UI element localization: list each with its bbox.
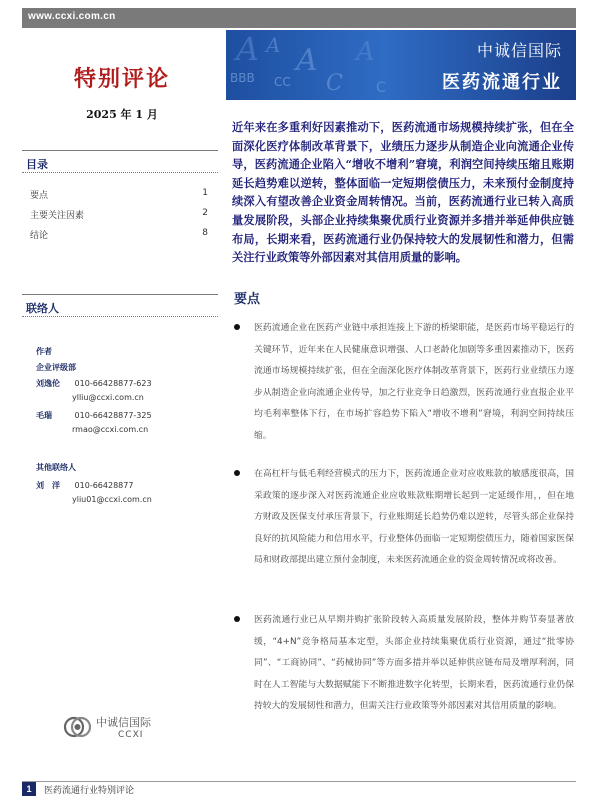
summary-paragraph: 近年来在多重利好因素推动下，医药流通市场规模持续扩张，但在全面深化医疗体制改革背景下，业绩压力逐步从制造企业向流通企业传导，医药流通企业陷入“增收不增利”窘境，利润空间持续压缩且账期延长趋势难以逆转，整体面临一定短期偿债压力，未来预付金制度持续深入有望改善企业资金周转情况。当前，医药流通行业已转入高质量发展阶段，头部企业持续集聚优质行业资源并多措并举延伸供应链布局，长期来看，医药流通行业仍保持较大的发展韧性和潜力，但需关注行业政策等外部因素对其信用质量的影响。 bbox=[232, 120, 574, 265]
logo-text-cn: 中诚信国际 bbox=[96, 716, 151, 729]
report-date: 2025 年 1 月 bbox=[86, 108, 158, 121]
toc-item-page: 8 bbox=[202, 228, 208, 238]
svg-text:CC: CC bbox=[274, 75, 291, 89]
svg-text:A: A bbox=[296, 43, 318, 78]
contact-phone: 010-66428877-623 bbox=[74, 379, 152, 388]
company-name: 中诚信国际 bbox=[476, 41, 562, 60]
toc-heading: 目录 bbox=[26, 158, 48, 171]
toc-item-page: 1 bbox=[202, 188, 208, 198]
divider bbox=[22, 316, 218, 317]
page-number: 1 bbox=[22, 782, 36, 796]
footer-title: 医药流通行业特别评论 bbox=[44, 786, 135, 796]
contact-person bbox=[36, 378, 216, 402]
contact-phone: 010-66428877-325 bbox=[74, 411, 152, 420]
toc-item[interactable] bbox=[30, 228, 208, 241]
svg-text:C: C bbox=[326, 71, 343, 96]
logo-icon bbox=[62, 712, 92, 742]
contact-email[interactable]: yliu01@ccxi.com.cn bbox=[72, 495, 152, 504]
toc-item-page: 2 bbox=[202, 208, 208, 218]
department-label: 企业评级部 bbox=[36, 363, 76, 372]
svg-text:A: A bbox=[356, 37, 375, 67]
svg-text:A: A bbox=[266, 33, 281, 57]
toc-item-label: 结论 bbox=[30, 231, 49, 241]
authors-label: 作者 bbox=[36, 347, 52, 356]
other-contacts-label: 其他联络人 bbox=[36, 463, 76, 472]
svg-text:BBB: BBB bbox=[230, 71, 255, 85]
contact-name: 刘逸伦 bbox=[36, 379, 60, 388]
toc-item-label: 要点 bbox=[30, 191, 49, 201]
industry-name: 医药流通行业 bbox=[442, 72, 562, 93]
top-bar bbox=[22, 8, 576, 28]
logo-text-en: CCXI bbox=[118, 730, 144, 740]
report-title: 特别评论 bbox=[73, 66, 170, 92]
contact-person bbox=[36, 410, 216, 434]
contacts-heading: 联络人 bbox=[26, 302, 59, 315]
contact-email[interactable]: ylliu@ccxi.com.cn bbox=[72, 393, 144, 402]
bullet-icon bbox=[234, 470, 240, 476]
divider bbox=[22, 294, 218, 295]
header-banner bbox=[226, 30, 576, 100]
key-point-text: 在高杠杆与低毛利经营模式的压力下，医药流通企业对应收账款的敏感度很高，国采政策的逐步深入对医药流通企业应收账款账期增长起到一定延缓作用，，但在地方财政及医保支付承压背景下，行业账期延长趋势仍难以逆转，尽管头部企业保持良好的抗风险能力和信用水平，行业整体仍面临一定短期偿债压力，随着国家医保局和财政部提出建立预付金制度，未来医药流通企业的资金周转情况或将改善。 bbox=[254, 469, 574, 565]
contact-email[interactable]: rmao@ccxi.com.cn bbox=[72, 425, 149, 434]
contact-phone: 010-66428877 bbox=[74, 481, 134, 490]
toc-item-label: 主要关注因素 bbox=[30, 211, 85, 221]
contact-person bbox=[36, 480, 216, 504]
contact-name: 毛瑞 bbox=[36, 411, 52, 420]
key-point-text: 医药流通行业已从早期并购扩张阶段转入高质量发展阶段，整体并购节奏显著放缓，“4+N”竞争格局基本定型，头部企业持续集聚优质行业资源，通过“批零协同”、“工商协同”、“药械协同”等方面多措并举以延伸供应链布局及增厚利润，同时在人工智能与大数据赋能下不断推进数字化转型，长期来看，医药流通行业仍保持较大的发展韧性和潜力，但需关注行业政策等外部因素对其信用质量的影响。 bbox=[254, 615, 574, 711]
toc-item[interactable] bbox=[30, 188, 208, 201]
footer-divider bbox=[22, 781, 576, 782]
divider bbox=[22, 172, 218, 173]
ccxi-logo bbox=[62, 708, 182, 748]
bullet-icon bbox=[234, 616, 240, 622]
key-point-text: 医药流通企业在医药产业链中承担连接上下游的桥梁职能，是医药市场平稳运行的关键环节，近年来在人民健康意识增强、人口老龄化加剧等多重因素推动下，医药流通市场规模持续扩张，但在全面深化医疗体制改革背景下，医药行业业绩压力逐步从制造企业向流通企业传导，加之行业竞争日趋激烈，医药流通行业直报企业平均毛利率整体下行，在市场扩容趋势下陷入“增收不增利”窘境，利润空间持续压缩。 bbox=[254, 323, 574, 441]
svg-text:C: C bbox=[376, 80, 386, 96]
website-url[interactable]: www.ccxi.com.cn bbox=[28, 11, 116, 22]
svg-text:A: A bbox=[236, 30, 260, 68]
contact-name: 刘 洋 bbox=[36, 481, 60, 490]
divider bbox=[22, 150, 218, 151]
bullet-icon bbox=[234, 324, 240, 330]
key-points-heading: 要点 bbox=[234, 292, 261, 307]
toc-item[interactable] bbox=[30, 208, 208, 221]
